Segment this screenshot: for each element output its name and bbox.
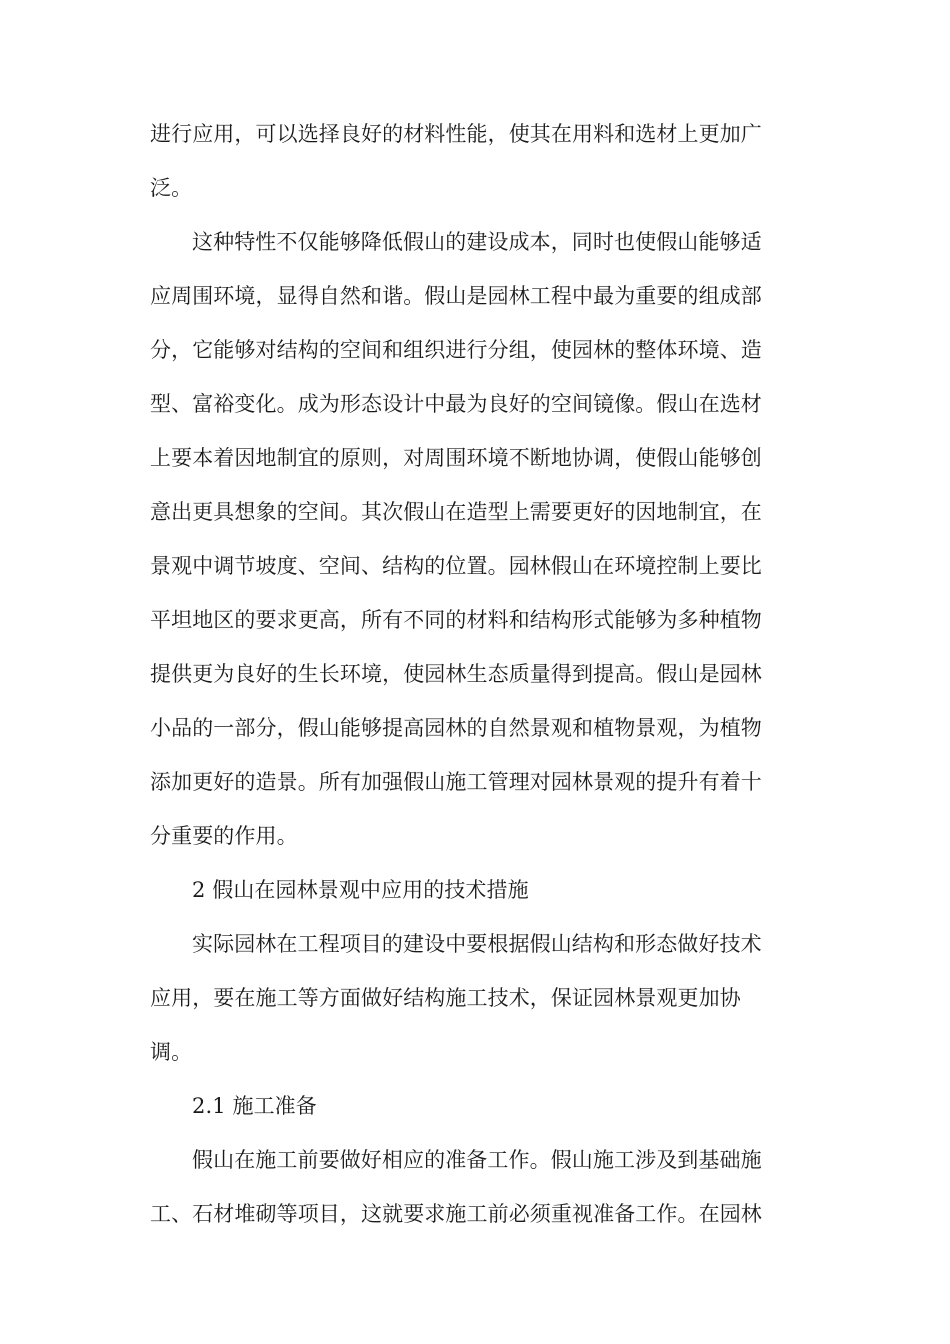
paragraph-line: 调。 bbox=[150, 1040, 193, 1064]
paragraph-line: 这种特性不仅能够降低假山的建设成本，同时也使假山能够适 bbox=[192, 230, 762, 254]
paragraph-line: 分重要的作用。 bbox=[150, 824, 298, 848]
paragraph-line: 小品的一部分，假山能够提高园林的自然景观和植物景观，为植物 bbox=[150, 716, 762, 740]
paragraph-line: 景观中调节坡度、空间、结构的位置。园林假山在环境控制上要比 bbox=[150, 554, 762, 578]
paragraph-line: 添加更好的造景。所有加强假山施工管理对园林景观的提升有着十 bbox=[150, 770, 762, 794]
paragraph-continuation-line: 进行应用，可以选择良好的材料性能，使其在用料和选材上更加广 bbox=[150, 122, 762, 146]
paragraph-line: 假山在施工前要做好相应的准备工作。假山施工涉及到基础施 bbox=[192, 1148, 762, 1172]
paragraph-line: 实际园林在工程项目的建设中要根据假山结构和形态做好技术 bbox=[192, 932, 762, 956]
paragraph-continuation-line: 泛。 bbox=[150, 176, 193, 200]
paragraph-line: 应周围环境，显得自然和谐。假山是园林工程中最为重要的组成部 bbox=[150, 284, 762, 308]
paragraph-line: 分，它能够对结构的空间和组织进行分组，使园林的整体环境、造 bbox=[150, 338, 762, 362]
paragraph-line: 平坦地区的要求更高，所有不同的材料和结构形式能够为多种植物 bbox=[150, 608, 762, 632]
section-heading: 2 假山在园林景观中应用的技术措施 bbox=[192, 878, 529, 902]
paragraph-line: 上要本着因地制宜的原则，对周围环境不断地协调，使假山能够创 bbox=[150, 446, 762, 470]
paragraph-line: 提供更为良好的生长环境，使园林生态质量得到提高。假山是园林 bbox=[150, 662, 762, 686]
paragraph-line: 意出更具想象的空间。其次假山在造型上需要更好的因地制宜，在 bbox=[150, 500, 762, 524]
paragraph-line: 型、富裕变化。成为形态设计中最为良好的空间镜像。假山在选材 bbox=[150, 392, 762, 416]
paragraph-line: 应用，要在施工等方面做好结构施工技术，保证园林景观更加协 bbox=[150, 986, 741, 1010]
subsection-heading: 2.1 施工准备 bbox=[192, 1094, 317, 1118]
paragraph-line: 工、石材堆砌等项目，这就要求施工前必须重视准备工作。在园林 bbox=[150, 1202, 762, 1226]
